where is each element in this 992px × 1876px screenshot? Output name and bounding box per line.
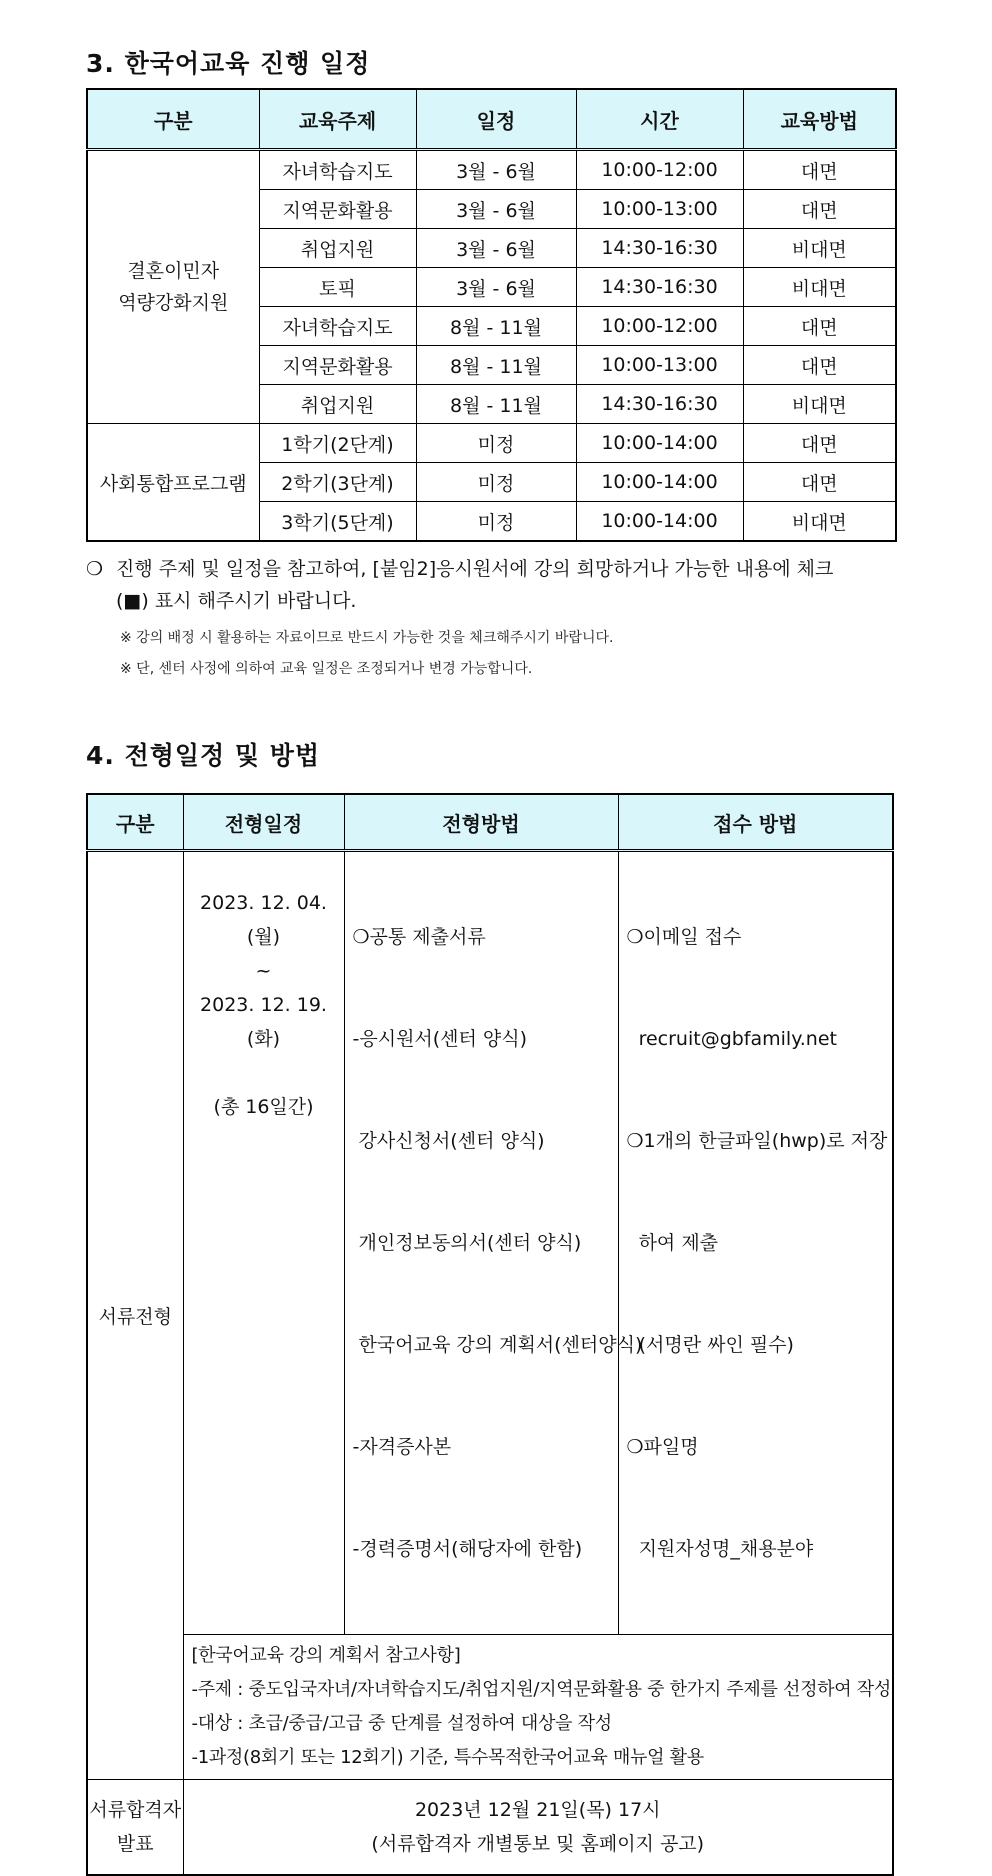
notice-line: (■) 표시 해주시기 바랍니다. (116, 590, 357, 612)
receipt-line: (서명란 싸인 필수) (626, 1334, 794, 1356)
announce-line: 2023년 12월 21일(목) 17시 (414, 1799, 661, 1821)
cell-schedule: 3월 - 6월 (416, 229, 576, 268)
method-line: 개인정보동의서(센터 양식) (352, 1232, 582, 1254)
cell-topic: 1학기(2단계) (259, 424, 416, 463)
cell-topic: 2학기(3단계) (259, 463, 416, 502)
circle-bullet-icon: ❍ (86, 558, 104, 580)
note-line: ※ 단, 센터 사정에 의하여 교육 일정은 조정되거나 변경 가능합니다. (120, 661, 533, 677)
schedule-line: 2023. 12. 04.(월) (200, 892, 327, 948)
method-line: 한국어교육 강의 계획서(센터양식) (352, 1334, 643, 1356)
header-category: 구분 (87, 89, 259, 150)
cell-topic: 지역문화활용 (259, 190, 416, 229)
cell-topic: 자녀학습지도 (259, 307, 416, 346)
cell-time: 10:00-12:00 (576, 150, 743, 190)
cell-method: 비대면 (743, 385, 896, 424)
header-receipt-method: 접수 방법 (618, 794, 893, 851)
cell-schedule: 3월 - 6월 (416, 268, 576, 307)
cell-method: 대면 (743, 307, 896, 346)
cell-method: 대면 (743, 190, 896, 229)
receipt-line: 지원자성명_채용분야 (626, 1538, 814, 1560)
plan-note-line: -주제 : 중도입국자녀/자녀학습지도/취업지원/지역문화활용 중 한가지 주제를 선정하여 작성 (191, 1679, 891, 1700)
group-label-social-integration: 사회통합프로그램 (87, 424, 259, 542)
schedule-line: ~ (255, 960, 272, 982)
cell-schedule: 3월 - 6월 (416, 150, 576, 190)
cell-schedule: 미정 (416, 463, 576, 502)
cell-topic: 자녀학습지도 (259, 150, 416, 190)
announce-line: (서류합격자 개별통보 및 홈페이지 공고) (371, 1833, 705, 1855)
plan-note-line: [한국어교육 강의 계획서 참고사항] (191, 1645, 461, 1666)
cell-schedule: 미정 (416, 502, 576, 542)
education-schedule-table (86, 88, 897, 542)
announce-content (183, 1780, 893, 1876)
cell-method: 대면 (743, 463, 896, 502)
method-line: -경력증명서(해당자에 한함) (352, 1538, 583, 1560)
table-row (87, 1635, 893, 1780)
cell-topic: 취업지원 (259, 385, 416, 424)
screening-table (86, 793, 894, 1876)
section4-title: 4. 전형일정 및 방법 (86, 741, 321, 770)
notice-line: 진행 주제 및 일정을 참고하여, [붙임2]응시원서에 강의 희망하거나 가능한 내용에 체크 (116, 558, 834, 580)
table-row (87, 424, 896, 463)
table-header-row (87, 794, 893, 851)
table-header-row (87, 89, 896, 150)
announce-label-line: 발표 (116, 1833, 154, 1855)
header-topic: 교육주제 (259, 89, 416, 150)
cell-topic: 토픽 (259, 268, 416, 307)
cell-schedule: 8월 - 11월 (416, 385, 576, 424)
group-label-line: 역량강화지원 (118, 292, 229, 314)
schedule-line: 2023. 12. 19.(화) (200, 994, 327, 1050)
plan-note-line: -1과정(8회기 또는 12회기) 기준, 특수목적한국어교육 매뉴얼 활용 (191, 1747, 704, 1768)
note-line: ※ 강의 배정 시 활용하는 자료이므로 반드시 가능한 것을 체크해주시기 바랍니다. (120, 630, 614, 646)
cell-method: 비대면 (743, 268, 896, 307)
group-label-marriage-migrant (87, 150, 259, 424)
header-screening-method: 전형방법 (344, 794, 618, 851)
schedule-line: (총 16일간) (213, 1096, 314, 1118)
header-schedule: 일정 (416, 89, 576, 150)
cell-topic: 지역문화활용 (259, 346, 416, 385)
cell-schedule: 미정 (416, 424, 576, 463)
cell-topic: 3학기(5단계) (259, 502, 416, 542)
header-method: 교육방법 (743, 89, 896, 150)
cell-time: 10:00-14:00 (576, 424, 743, 463)
cell-method: 대면 (743, 150, 896, 190)
cell-time: 10:00-13:00 (576, 346, 743, 385)
receipt-line: ❍파일명 (626, 1436, 699, 1458)
cell-time: 14:30-16:30 (576, 268, 743, 307)
cell-schedule: 8월 - 11월 (416, 307, 576, 346)
receipt-email: recruit@gbfamily.net (626, 1028, 837, 1050)
cell-time: 14:30-16:30 (576, 229, 743, 268)
receipt-line: ❍이메일 접수 (626, 926, 742, 948)
group-label-line: 결혼이민자 (127, 260, 220, 282)
method-line: ❍공통 제출서류 (352, 926, 486, 948)
section3-title: 3. 한국어교육 진행 일정 (86, 49, 371, 78)
method-line: 강사신청서(센터 양식) (352, 1130, 545, 1152)
cell-topic: 취업지원 (259, 229, 416, 268)
screening-label: 서류전형 (87, 851, 183, 1780)
announce-label-line: 서류합격자 (89, 1799, 182, 1821)
header-category: 구분 (87, 794, 183, 851)
cell-time: 14:30-16:30 (576, 385, 743, 424)
cell-schedule: 8월 - 11월 (416, 346, 576, 385)
cell-method: 비대면 (743, 229, 896, 268)
method-line: -자격증사본 (352, 1436, 452, 1458)
method-line: -응시원서(센터 양식) (352, 1028, 528, 1050)
cell-time: 10:00-14:00 (576, 463, 743, 502)
receipt-line: ❍1개의 한글파일(hwp)로 저장 (626, 1130, 888, 1152)
cell-time: 10:00-14:00 (576, 502, 743, 542)
plan-note-line: -대상 : 초급/중급/고급 중 단계를 설정하여 대상을 작성 (191, 1713, 612, 1734)
announce-label (87, 1780, 183, 1876)
receipt-method-cell (618, 851, 893, 1635)
cell-time: 10:00-12:00 (576, 307, 743, 346)
cell-method: 비대면 (743, 502, 896, 542)
cell-method: 대면 (743, 424, 896, 463)
screening-method-cell (344, 851, 643, 1635)
table-row (87, 851, 893, 1635)
cell-time: 10:00-13:00 (576, 190, 743, 229)
notice-paragraph (86, 553, 916, 617)
header-time: 시간 (576, 89, 743, 150)
plan-notes-cell (183, 1635, 893, 1780)
cell-schedule: 3월 - 6월 (416, 190, 576, 229)
receipt-line: 하여 제출 (626, 1232, 719, 1254)
screening-schedule-cell (183, 851, 344, 1635)
header-screening-schedule: 전형일정 (183, 794, 344, 851)
table-row (87, 150, 896, 190)
cell-method: 대면 (743, 346, 896, 385)
table-row (87, 1780, 893, 1876)
